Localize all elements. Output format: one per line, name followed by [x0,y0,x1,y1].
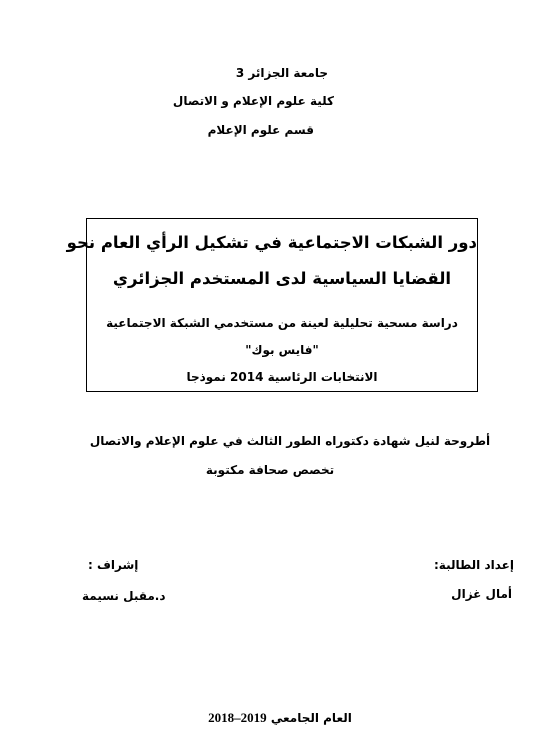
university-name: جامعة الجزائر 3 [235,66,328,80]
thesis-subtitle-line-3: الانتخابات الرئاسية 2014 نموذجا [186,370,378,384]
thesis-specialty: تخصص صحافة مكتوبة [205,463,335,477]
thesis-purpose: أطروحة لنيل شهادة دكتوراه الطور الثالث في علوم الإعلام والاتصال [89,434,491,448]
supervisor-name: د.مقبل نسيمة [82,589,166,603]
thesis-title-box [66,218,478,392]
academic-year [0,710,560,726]
thesis-title-line-2: القضايا السياسية لدى المستخدم الجزائري [112,269,452,288]
academic-year-label: العام الجامعي [270,711,352,725]
thesis-subtitle-line-1: دراسة مسحية تحليلية لعينة من مستخدمي الشبكة الاجتماعية [106,316,458,330]
thesis-title-line-1: دور الشبكات الاجتماعية في تشكيل الرأي العام نحو [66,233,477,252]
faculty-name: كلية علوم الإعلام و الاتصال [172,94,334,108]
department-name: قسم علوم الإعلام [207,123,314,137]
student-name: أمال غزال [451,587,512,601]
academic-year-value: 2018–2019 [208,710,267,725]
prepared-by-label: إعداد الطالبة: [434,558,514,572]
supervisor-label: إشراف : [88,558,139,572]
thesis-subtitle-line-2: "فايس بوك" [245,343,319,357]
